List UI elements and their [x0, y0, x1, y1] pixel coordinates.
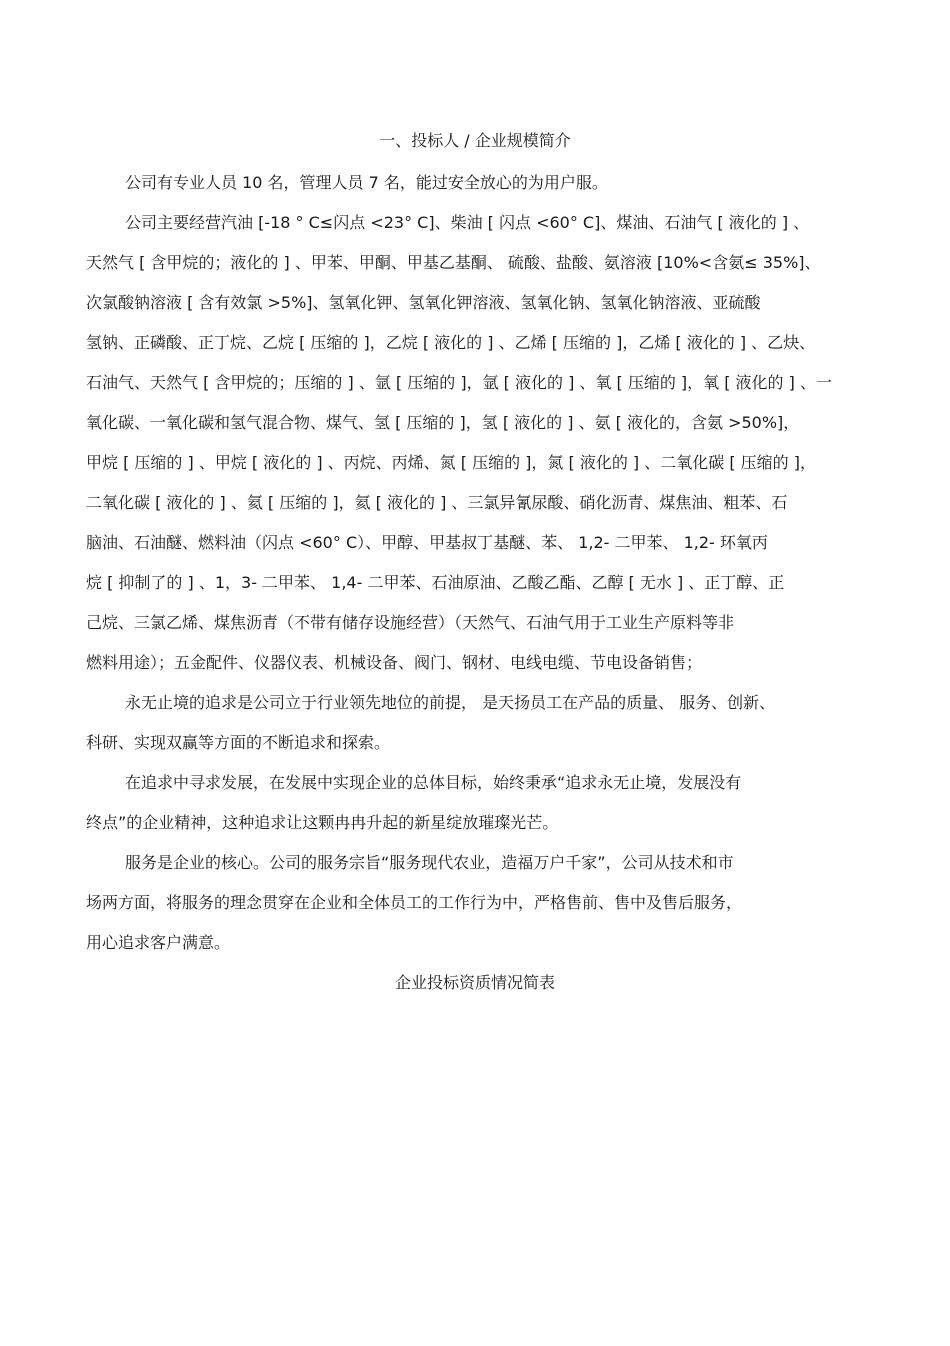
paragraph-line-18: 服务是企业的核心。公司的服务宗旨“服务现代农业，造福万户千家”，公司从技术和市 — [125, 853, 734, 872]
paragraph-line-15: 科研、实现双赢等方面的不断追求和探索。 — [86, 733, 391, 752]
paragraph-line-2: 公司主要经营汽油 [-18 ° C≤闪点 <23° C]、柴油 [ 闪点 <60° C]、煤油、石油气 [ 液化的 ] 、 — [125, 213, 810, 232]
section-heading: 一、投标人 / 企业规模简介 — [379, 131, 571, 150]
paragraph-line-10: 脑油、石油醚、燃料油（闪点 <60° C）、甲醇、甲基叔丁基醚、苯、 1,2- 二甲苯、 1,2- 环氧丙 — [86, 533, 768, 552]
paragraph-line-16: 在追求中寻求发展，在发展中实现企业的总体目标，始终秉承“追求永无止境，发展没有 — [125, 773, 742, 792]
paragraph-line-17: 终点”的企业精神，这种追求让这颗冉冉升起的新星绽放璀璨光芒。 — [86, 813, 559, 832]
paragraph-line-4: 次氯酸钠溶液 [ 含有效氯 >5%]、氢氧化钾、氢氧化钾溶液、氢氧化钠、氢氧化钠溶液、亚硫酸 — [86, 293, 761, 312]
paragraph-line-3: 天然气 [ 含甲烷的；液化的 ] 、甲苯、甲酮、甲基乙基酮、 硫酸、盐酸、氨溶液 [10%<含氨≤ 35%]、 — [86, 253, 821, 272]
paragraph-line-5: 氢钠、正磷酸、正丁烷、乙烷 [ 压缩的 ]，乙烷 [ 液化的 ] 、乙烯 [ 压缩的 ]，乙烯 [ 液化的 ] 、乙炔、 — [86, 333, 816, 352]
paragraph-line-20: 用心追求客户满意。 — [86, 933, 231, 952]
paragraph-line-9: 二氧化碳 [ 液化的 ] 、氦 [ 压缩的 ]，氦 [ 液化的 ] 、三氯异氰尿酸、硝化沥青、煤焦油、粗苯、石 — [86, 493, 788, 512]
paragraph-line-14: 永无止境的追求是公司立于行业领先地位的前提， 是天扬员工在产品的质量、 服务、创新、 — [125, 693, 776, 712]
paragraph-line-19: 场两方面，将服务的理念贯穿在企业和全体员工的工作行为中，严格售前、售中及售后服务， — [86, 893, 743, 912]
paragraph-line-12: 己烷、三氯乙烯、煤焦沥青（不带有储存设施经营）（天然气、石油气用于工业生产原料等非 — [86, 613, 735, 632]
paragraph-line-6: 石油气、天然气 [ 含甲烷的；压缩的 ] 、氩 [ 压缩的 ]，氩 [ 液化的 ] 、氧 [ 压缩的 ]，氧 [ 液化的 ] 、一 — [86, 373, 832, 392]
paragraph-line-7: 氧化碳、一氧化碳和氢气混合物、煤气、氢 [ 压缩的 ]，氢 [ 液化的 ] 、氨 [ 液化的，含氨 >50%]， — [86, 413, 800, 432]
paragraph-line-1: 公司有专业人员 10 名，管理人员 7 名，能过安全放心的为用户服。 — [125, 173, 608, 192]
paragraph-line-8: 甲烷 [ 压缩的 ] 、甲烷 [ 液化的 ] 、丙烷、丙烯、氮 [ 压缩的 ]，氮 [ 液化的 ] 、二氧化碳 [ 压缩的 ]， — [86, 453, 816, 472]
paragraph-line-11: 烷 [ 抑制了的 ] 、1，3- 二甲苯、 1,4- 二甲苯、石油原油、乙酸乙酯、乙醇 [ 无水 ] 、正丁醇、正 — [86, 573, 785, 592]
paragraph-line-13: 燃料用途）；五金配件、仪器仪表、机械设备、阀门、钢材、电线电缆、节电设备销售； — [86, 653, 703, 672]
table-title: 企业投标资质情况简表 — [394, 973, 555, 992]
